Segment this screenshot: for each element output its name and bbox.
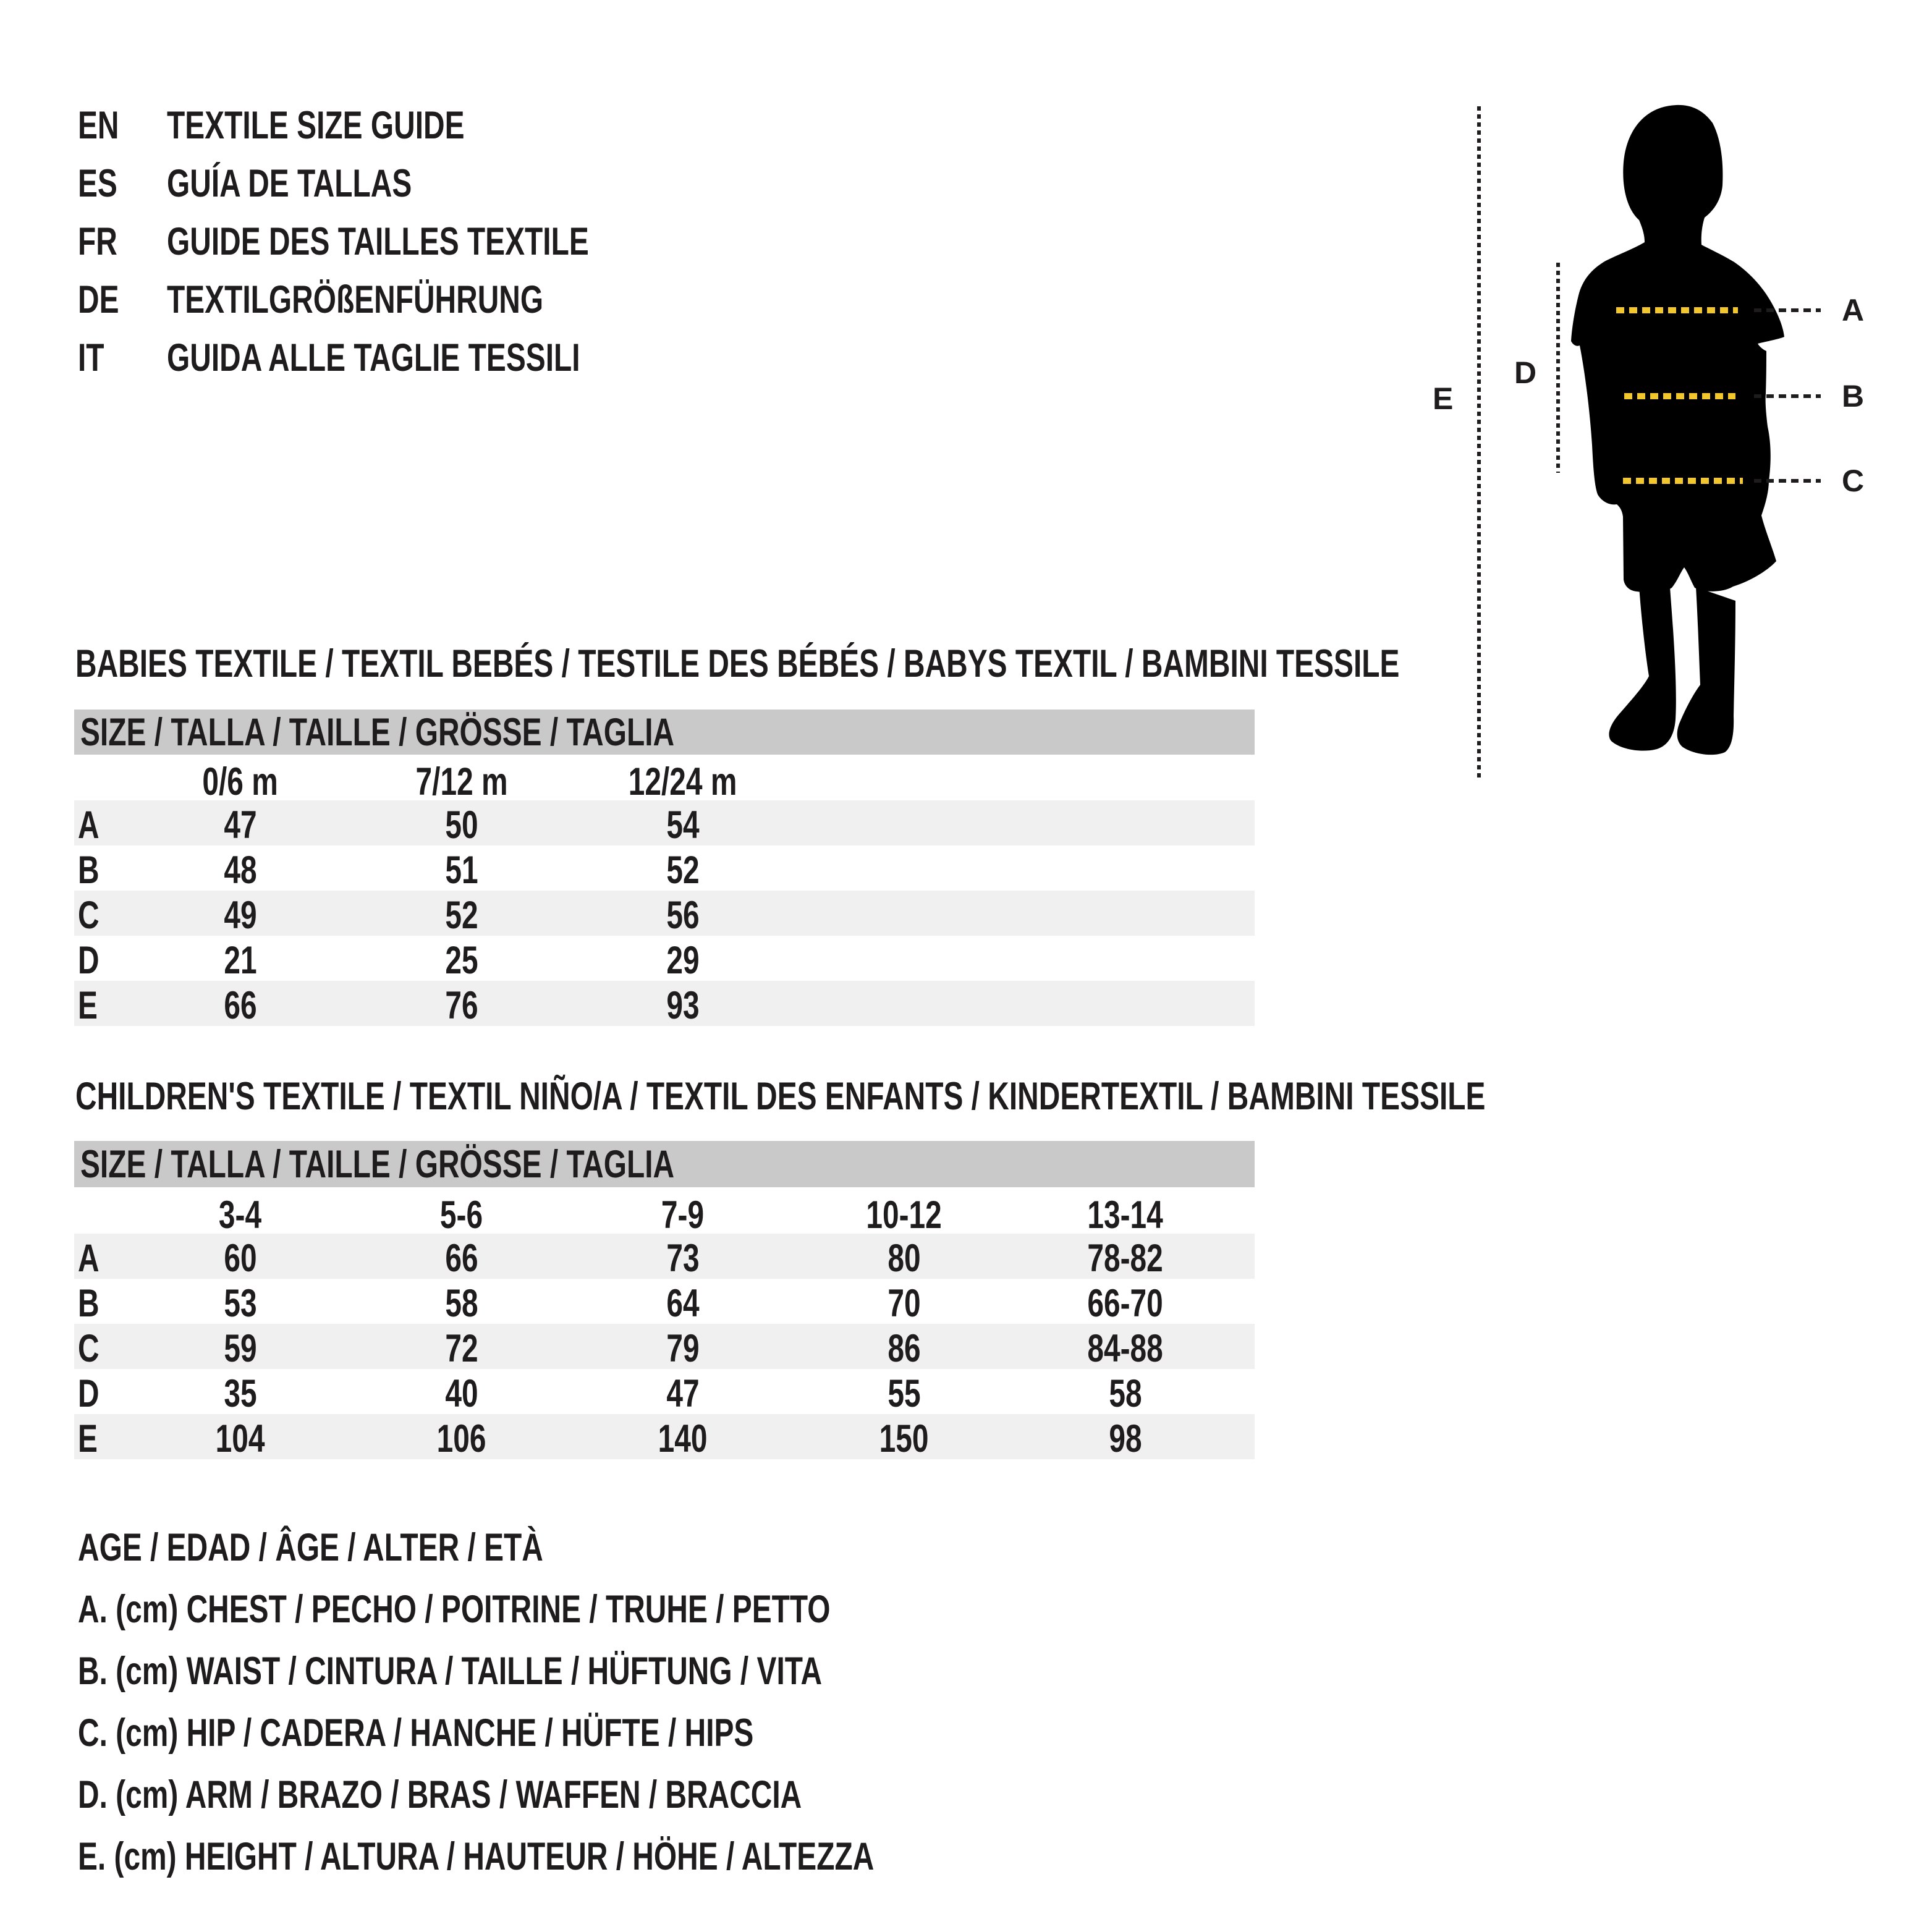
table-row (74, 1369, 1255, 1414)
language-title-text: TEXTILGRÖßENFÜHRUNG (167, 278, 544, 321)
language-code (78, 213, 167, 271)
language-code (78, 155, 167, 213)
row-label: C (78, 1326, 100, 1370)
language-row (78, 329, 722, 387)
row-label: B (78, 1281, 100, 1325)
cell: 52 (445, 893, 478, 937)
legend-item-height: E. (cm) HEIGHT / ALTURA / HAUTEUR / HÖHE / ALTEZZA (78, 1835, 875, 1878)
row-label: D (78, 1371, 100, 1415)
children-section-heading (75, 1077, 1931, 1116)
cell: 56 (666, 893, 700, 937)
babies-size-header-text: SIZE / TALLA / TAILLE / GRÖSSE / TAGLIA (80, 710, 675, 754)
table-row (74, 891, 1255, 936)
cell: 49 (224, 893, 257, 937)
column-header: 7/12 m (415, 760, 508, 803)
children-column-header-row (74, 1187, 1255, 1237)
language-code-text: ES (78, 162, 117, 205)
cell: 70 (888, 1281, 921, 1325)
babies-heading-text: BABIES TEXTILE / TEXTIL BEBÉS / TESTILE DES BÉBÉS / BABYS TEXTIL / BAMBINI TESSILE (75, 642, 1400, 685)
cell: 98 (1109, 1417, 1142, 1460)
language-title-text: GUIDA ALLE TAGLIE TESSILI (167, 336, 580, 379)
language-title (167, 213, 722, 271)
cell: 59 (224, 1326, 257, 1370)
table-row (74, 1324, 1255, 1369)
table-row (74, 800, 1255, 845)
cell: 66-70 (1087, 1281, 1164, 1325)
waist-b-yellow-dashes (1624, 393, 1735, 399)
row-label: E (78, 983, 98, 1027)
language-row (78, 155, 722, 213)
table-row (74, 1279, 1255, 1324)
cell: 60 (224, 1236, 257, 1280)
language-title (167, 96, 559, 155)
language-row (78, 96, 722, 155)
language-code (78, 96, 167, 155)
column-header: 0/6 m (202, 760, 279, 803)
cell: 79 (666, 1326, 700, 1370)
cell: 54 (666, 803, 700, 847)
measure-label-b: B (1842, 379, 1865, 413)
table-row (74, 1234, 1255, 1279)
language-code-text: FR (78, 220, 117, 263)
chest-a-yellow-dashes (1616, 307, 1738, 313)
cell: 52 (666, 848, 700, 892)
cell: 25 (445, 938, 478, 982)
cell: 80 (888, 1236, 921, 1280)
legend-age-line: AGE / EDAD / ÂGE / ALTER / ETÀ (78, 1526, 543, 1569)
column-header: 7-9 (661, 1193, 705, 1237)
cell: 51 (445, 848, 478, 892)
row-label: E (78, 1417, 98, 1460)
babies-section-heading (75, 642, 1818, 685)
legend-item-hip: C. (cm) HIP / CADERA / HANCHE / HÜFTE / HIPS (78, 1711, 754, 1755)
cell: 50 (445, 803, 478, 847)
measure-label-a: A (1842, 293, 1865, 328)
language-title-text: TEXTILE SIZE GUIDE (167, 104, 465, 147)
language-title-text: GUIDE DES TAILLES TEXTILE (167, 220, 589, 263)
children-heading-text: CHILDREN'S TEXTILE / TEXTIL NIÑO/A / TEXTIL DES ENFANTS / KINDERTEXTIL / BAMBINI TESSILE (75, 1075, 1486, 1118)
children-size-header-text: SIZE / TALLA / TAILLE / GRÖSSE / TAGLIA (80, 1142, 675, 1186)
cell: 47 (666, 1371, 700, 1415)
babies-size-table (74, 710, 1255, 1026)
cell: 84-88 (1087, 1326, 1164, 1370)
cell: 93 (666, 983, 700, 1027)
language-title (167, 155, 489, 213)
row-label: C (78, 893, 100, 937)
column-header: 5-6 (440, 1193, 483, 1237)
table-row (74, 981, 1255, 1026)
babies-size-header-bar (74, 710, 1255, 755)
table-row (74, 1414, 1255, 1459)
waist-b-black-dashes (1754, 394, 1821, 398)
chest-a-black-dashes (1754, 308, 1821, 312)
cell: 35 (224, 1371, 257, 1415)
children-size-table (74, 1141, 1255, 1459)
children-size-header-bar (74, 1141, 1255, 1187)
cell: 21 (224, 938, 257, 982)
language-code (78, 329, 167, 387)
measure-label-c: C (1842, 464, 1865, 498)
cell: 58 (1109, 1371, 1142, 1415)
table-row (74, 845, 1255, 891)
language-code-text: EN (78, 104, 119, 147)
cell: 106 (437, 1417, 486, 1460)
cell: 47 (224, 803, 257, 847)
hip-c-yellow-dashes (1623, 478, 1743, 484)
row-label: B (78, 848, 100, 892)
language-code (78, 271, 167, 329)
column-header: 10-12 (866, 1193, 943, 1237)
cell: 48 (224, 848, 257, 892)
cell: 72 (445, 1326, 478, 1370)
measure-label-d: D (1514, 355, 1537, 390)
cell: 55 (888, 1371, 921, 1415)
measurement-legend (78, 1517, 1125, 1888)
cell: 40 (445, 1371, 478, 1415)
language-list (78, 96, 722, 387)
cell: 66 (445, 1236, 478, 1280)
babies-column-header-row (74, 755, 1255, 803)
hip-c-black-dashes (1754, 479, 1821, 483)
cell: 104 (216, 1417, 265, 1460)
cell: 78-82 (1087, 1236, 1164, 1280)
cell: 76 (445, 983, 478, 1027)
language-code-text: IT (78, 336, 104, 379)
cell: 58 (445, 1281, 478, 1325)
cell: 73 (666, 1236, 700, 1280)
column-header: 12/24 m (629, 760, 737, 803)
row-label: A (78, 803, 100, 847)
language-code-text: DE (78, 278, 119, 321)
cell: 66 (224, 983, 257, 1027)
cell: 140 (658, 1417, 708, 1460)
column-header: 13-14 (1087, 1193, 1164, 1237)
cell: 53 (224, 1281, 257, 1325)
cell: 150 (879, 1417, 929, 1460)
column-header: 3-4 (219, 1193, 262, 1237)
cell: 29 (666, 938, 700, 982)
language-title-text: GUÍA DE TALLAS (167, 162, 412, 205)
language-row (78, 271, 722, 329)
language-title (167, 271, 662, 329)
legend-item-arm: D. (cm) ARM / BRAZO / BRAS / WAFFEN / BRACCIA (78, 1773, 802, 1816)
cell: 86 (888, 1326, 921, 1370)
legend-item-chest: A. (cm) CHEST / PECHO / POITRINE / TRUHE / PETTO (78, 1588, 831, 1631)
row-label: A (78, 1236, 100, 1280)
language-title (167, 329, 711, 387)
cell: 64 (666, 1281, 700, 1325)
measure-label-e: E (1433, 381, 1454, 416)
language-row (78, 213, 722, 271)
table-row (74, 936, 1255, 981)
row-label: D (78, 938, 100, 982)
legend-item-waist: B. (cm) WAIST / CINTURA / TAILLE / HÜFTUNG / VITA (78, 1650, 823, 1693)
